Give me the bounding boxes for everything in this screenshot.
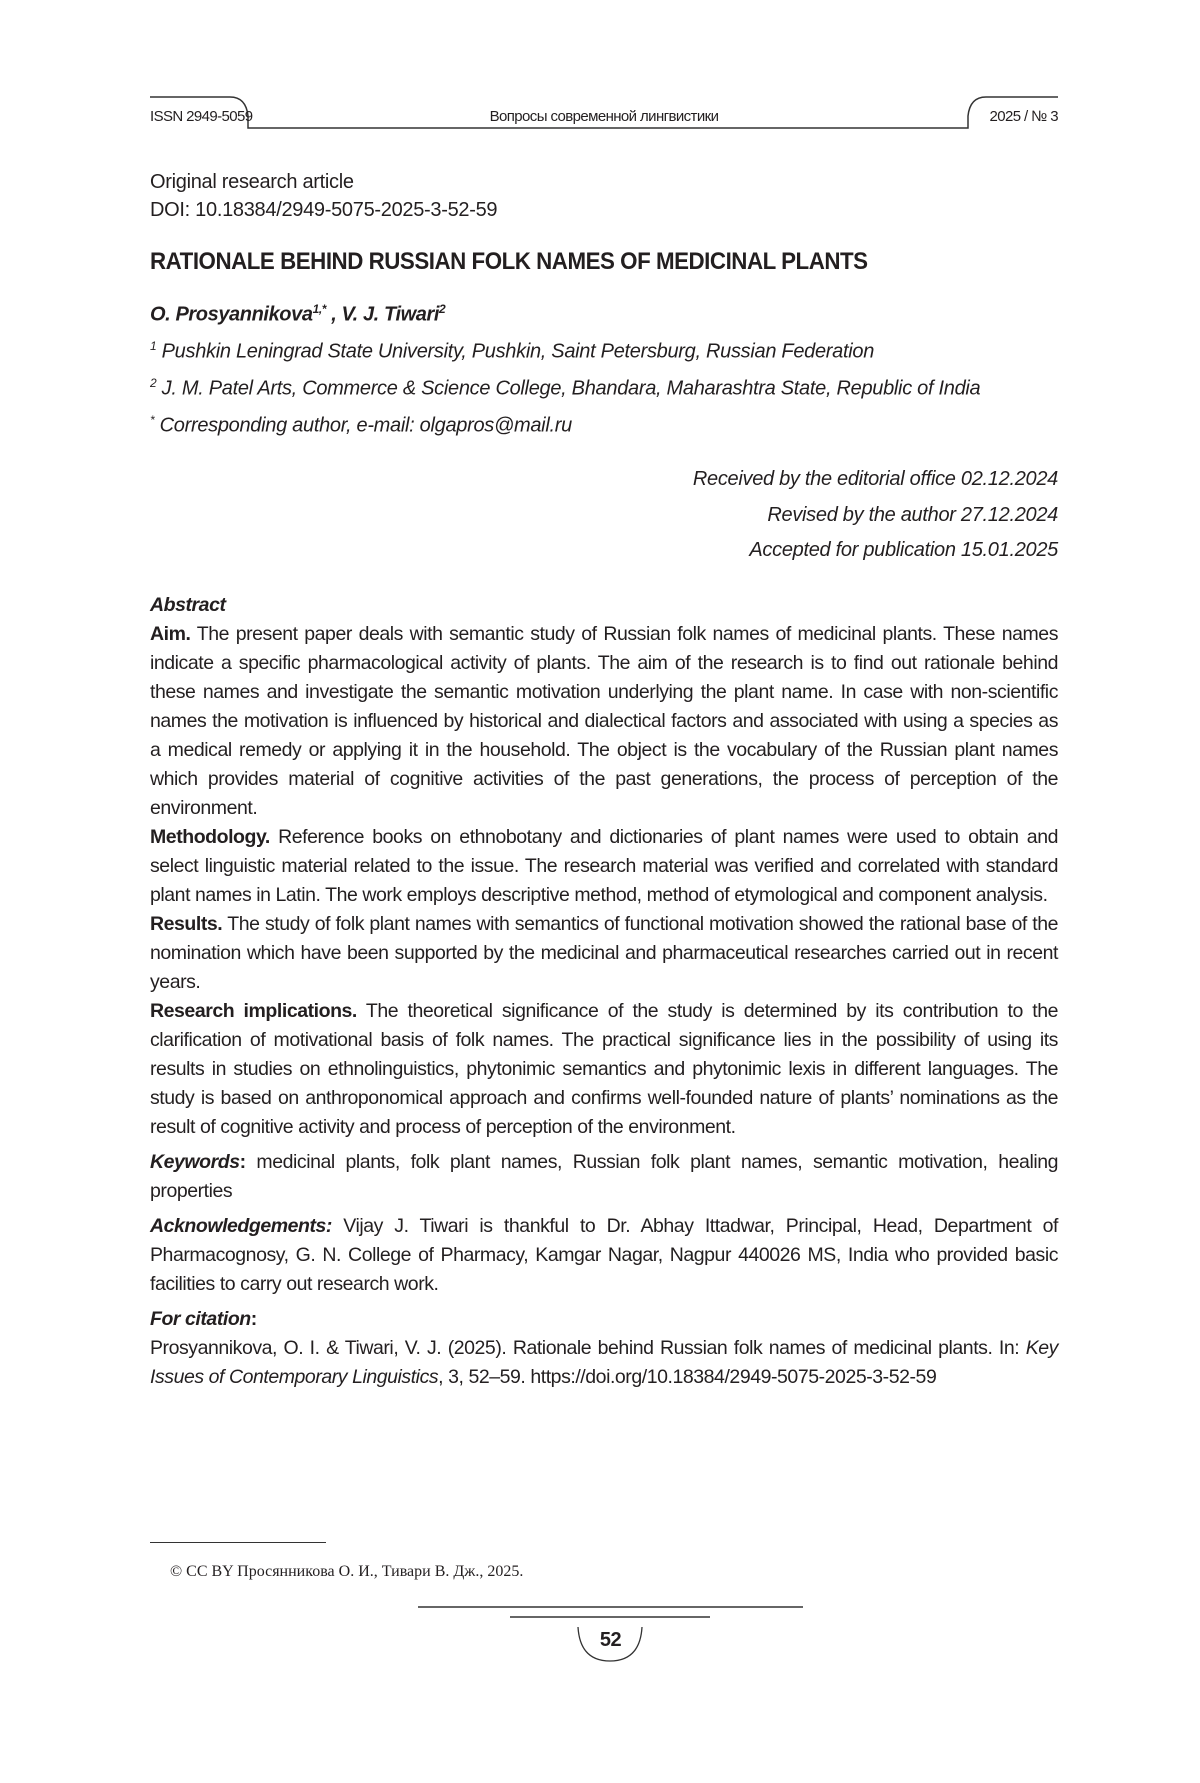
abstract-aim xyxy=(150,620,1058,823)
aff-text: Pushkin Leningrad State University, Pushkin, Saint Petersburg, Russian Federation xyxy=(156,340,874,362)
corresponding-author xyxy=(150,405,1058,442)
keywords-label: Keywords xyxy=(150,1151,240,1173)
citation-text-2[interactable]: , 3, 52–59. https://doi.org/10.18384/2949-5075-2025-3-52-59 xyxy=(438,1366,936,1388)
author-1: O. Prosyannikova xyxy=(150,304,313,326)
citation-journal: Key Issues of Contemporary Linguistics xyxy=(150,1337,1058,1388)
methodology-text: Reference books on ethnobotany and dictionaries of plant names were used to obtain and select linguistic material related to the issue. The research material was verified and correlated with standard plant names in Latin. The work employs descriptive method, method of etymological and component analysis. xyxy=(150,826,1058,906)
implications-label: Research implications. xyxy=(150,1000,357,1022)
aim-label: Aim. xyxy=(150,623,190,645)
journal-name: Вопросы современной лингвистики xyxy=(150,108,1058,125)
aff-sup: * xyxy=(150,413,154,427)
citation xyxy=(150,1334,1058,1392)
received-date: Received by the editorial office 02.12.2024 xyxy=(150,462,1058,498)
results-label: Results. xyxy=(150,913,222,935)
copyright-footnote: © CC BY Просянникова О. И., Тивари В. Дж., 2025. xyxy=(170,1563,523,1581)
aff-text: Corresponding author, e-mail: olgapros@mail.ru xyxy=(154,415,572,437)
ack-label: Acknowledgements: xyxy=(150,1215,332,1237)
citation-text: Prosyannikova, O. I. & Tiwari, V. J. (2025). Rationale behind Russian folk names of medicinal plants. In: xyxy=(150,1337,1026,1359)
acknowledgements xyxy=(150,1212,1058,1299)
affiliation-2 xyxy=(150,368,1058,405)
issn: ISSN 2949-5059 xyxy=(150,108,253,125)
author-2: V. J. Tiwari xyxy=(342,304,440,326)
author-separator: , xyxy=(326,304,341,326)
aim-text: The present paper deals with semantic study of Russian folk names of medicinal plants. These names indicate a specific pharmacological activity of plants. The aim of the research is to find out rationale behind these names and investigate the semantic motivation underlying the plant name. In case with non-scientific names the motivation is influenced by historical and dialectical factors and associated with using a species as a medical remedy or applying it in the household. The object is the vocabulary of the Russian plant names which provides material of cognitive activities of the past generations, the process of perception of the environment. xyxy=(150,623,1058,819)
issue: 2025 / № 3 xyxy=(990,108,1058,125)
abstract-results xyxy=(150,910,1058,997)
doi: DOI: 10.18384/2949-5075-2025-3-52-59 xyxy=(150,196,1058,224)
author-2-sup: 2 xyxy=(439,302,445,316)
page-number-block xyxy=(418,1605,803,1685)
aff-text: J. M. Patel Arts, Commerce & Science College, Bhandara, Maharashtra State, Republic of India xyxy=(156,377,980,399)
accepted-date: Accepted for publication 15.01.2025 xyxy=(150,533,1058,569)
keywords-text: medicinal plants, folk plant names, Russian folk plant names, semantic motivation, healing properties xyxy=(150,1151,1058,1202)
authors xyxy=(150,302,1058,327)
article-title: RATIONALE BEHIND RUSSIAN FOLK NAMES OF MEDICINAL PLANTS xyxy=(150,248,994,276)
author-1-sup: 1,* xyxy=(313,302,326,316)
abstract-methodology xyxy=(150,823,1058,910)
ack-text: Vijay J. Tiwari is thankful to Dr. Abhay Ittadwar, Principal, Head, Department of Pharmacognosy, G. N. College of Pharmacy, Kamgar Nagar, Nagpur 440026 MS, India who provided basic facilities to carry out research work. xyxy=(150,1215,1058,1295)
running-header xyxy=(150,96,1058,136)
methodology-label: Methodology. xyxy=(150,826,270,848)
article-type: Original research article xyxy=(150,168,1058,196)
citation-label: For citation xyxy=(150,1308,251,1330)
revised-date: Revised by the author 27.12.2024 xyxy=(150,498,1058,534)
implications-text: The theoretical significance of the study is determined by its contribution to the clarification of motivational basis of folk names. The practical significance lies in the possibility of using its results in studies on ethnolinguistics, phytonimic semantics and phytonimic lexis in different languages. The study is based on anthroponomical approach and confirms well-founded nature of plants’ nominations as the result of cognitive activity and process of perception of the environment. xyxy=(150,1000,1058,1138)
affiliation-1 xyxy=(150,331,1058,368)
page-number: 52 xyxy=(418,1629,803,1652)
aff-sup: 1 xyxy=(150,339,156,353)
keywords xyxy=(150,1148,1058,1206)
footnote-rule xyxy=(150,1542,326,1543)
aff-sup: 2 xyxy=(150,376,156,390)
citation-heading xyxy=(150,1305,1058,1334)
citation-colon: : xyxy=(251,1308,257,1330)
results-text: The study of folk plant names with semantics of functional motivation showed the rational base of the nomination which have been supported by the medicinal and pharmaceutical researches carried out in recent years. xyxy=(150,913,1058,993)
dates xyxy=(150,462,1058,569)
affiliations xyxy=(150,331,1058,442)
abstract-heading: Abstract xyxy=(150,591,1058,620)
abstract xyxy=(150,591,1058,1392)
abstract-implications xyxy=(150,997,1058,1142)
keywords-colon: : xyxy=(240,1151,246,1173)
article-front-matter xyxy=(150,168,1058,1392)
